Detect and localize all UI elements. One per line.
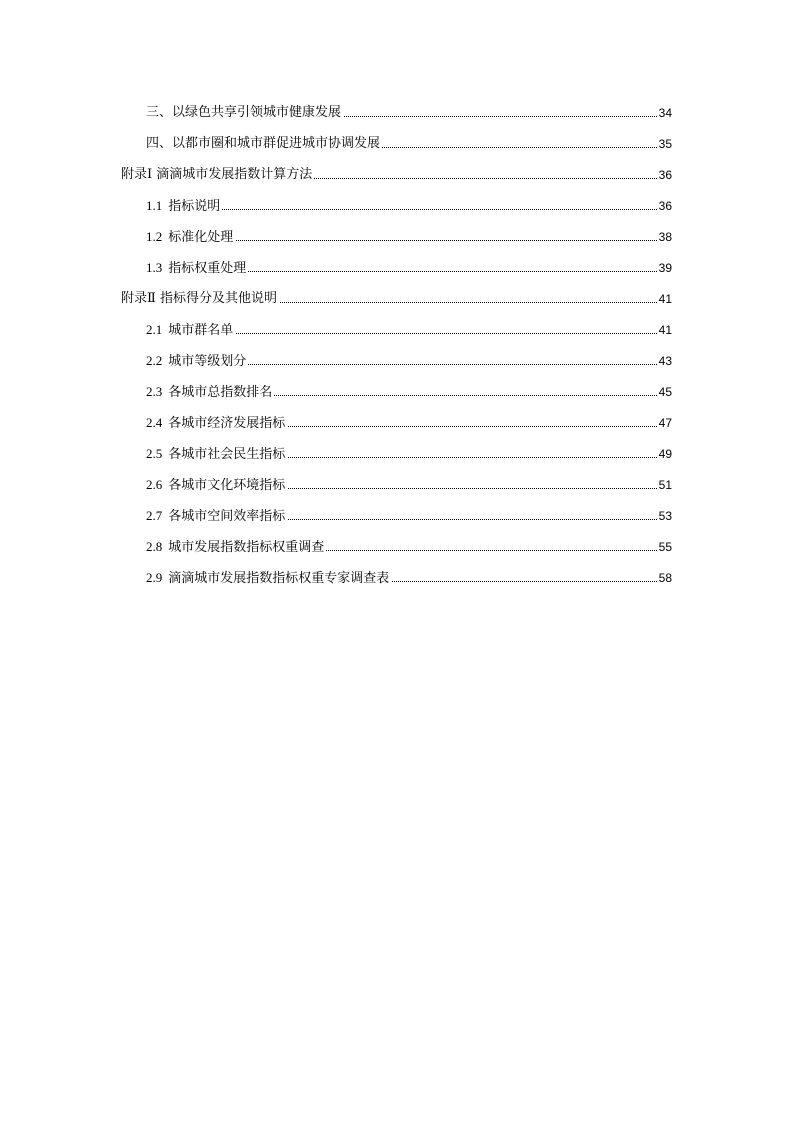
toc-entry-page: 41 (658, 320, 672, 340)
toc-entry-page: 36 (658, 196, 672, 216)
toc-entry-page: 58 (658, 568, 672, 588)
toc-entry-page: 36 (658, 165, 672, 185)
toc-entry[interactable] (0, 134, 793, 154)
toc-entry-page: 39 (658, 258, 672, 278)
toc-entry-title: 1.1 指标说明 (146, 198, 221, 214)
toc-entry-page: 34 (658, 103, 672, 123)
toc-entry[interactable] (0, 444, 793, 464)
toc-entry[interactable] (0, 103, 793, 123)
toc-entry-page: 53 (658, 506, 672, 526)
toc-entry[interactable] (0, 413, 793, 433)
toc-entry[interactable] (0, 475, 793, 495)
toc-entry[interactable] (0, 506, 793, 526)
toc-entry-title: 2.3 各城市总指数排名 (146, 384, 273, 400)
toc-entry-page: 41 (658, 289, 672, 309)
toc-entry-page: 35 (658, 134, 672, 154)
toc-entry[interactable] (0, 351, 793, 371)
toc-entry[interactable] (0, 165, 793, 185)
toc-entry-page: 38 (658, 227, 672, 247)
toc-entry[interactable] (0, 537, 793, 557)
toc-entry-title: 2.4 各城市经济发展指标 (146, 415, 286, 431)
toc-entry-title: 2.5 各城市社会民生指标 (146, 446, 286, 462)
toc-entry-title: 2.1 城市群名单 (146, 322, 234, 338)
toc-entry-title: 附录Ⅱ 指标得分及其他说明 (121, 289, 279, 309)
toc-entry-title: 2.2 城市等级划分 (146, 353, 247, 369)
toc-entry-page: 43 (658, 351, 672, 371)
toc-entry[interactable] (0, 320, 793, 340)
toc-entry-title: 1.2 标准化处理 (146, 229, 234, 245)
toc-entry-page: 51 (658, 475, 672, 495)
toc-entry[interactable] (0, 258, 793, 278)
toc-entry-title: 2.6 各城市文化环境指标 (146, 477, 286, 493)
toc-entry-title: 2.8 城市发展指数指标权重调查 (146, 539, 325, 555)
toc-entry-title: 2.9 滴滴城市发展指数指标权重专家调查表 (146, 570, 390, 586)
toc-entry-page: 45 (658, 382, 672, 402)
toc-entry-page: 49 (658, 444, 672, 464)
dot-leader (150, 209, 659, 210)
toc-entry[interactable] (0, 568, 793, 588)
toc-entry[interactable] (0, 382, 793, 402)
toc-entry-title: 1.3 指标权重处理 (146, 260, 247, 276)
toc-entry-title: 附录Ⅰ 滴滴城市发展指数计算方法 (121, 165, 314, 185)
toc-entry[interactable] (0, 196, 793, 216)
toc-entry-title: 三、以绿色共享引领城市健康发展 (146, 103, 343, 123)
toc-entry-page: 47 (658, 413, 672, 433)
toc-entry-page: 55 (658, 537, 672, 557)
toc-entry[interactable] (0, 289, 793, 309)
toc-entry[interactable] (0, 227, 793, 247)
toc-entry-title: 2.7 各城市空间效率指标 (146, 508, 286, 524)
toc-entry-title: 四、以都市圈和城市群促进城市协调发展 (146, 134, 382, 154)
